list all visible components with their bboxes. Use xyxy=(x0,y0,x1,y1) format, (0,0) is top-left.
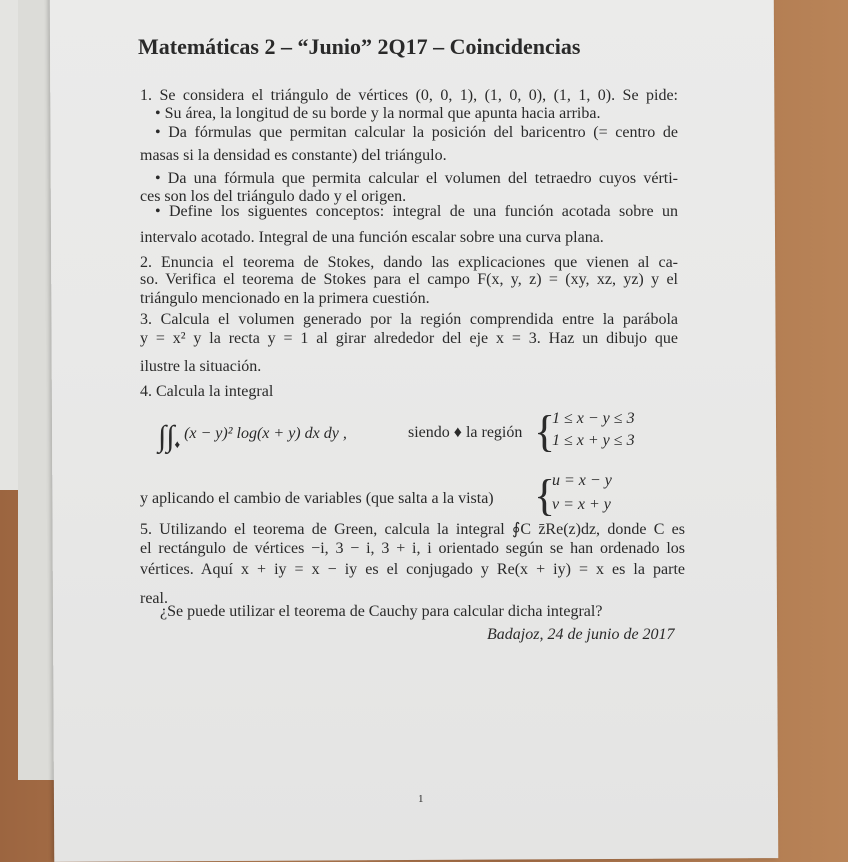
diamond-subscript: ♦ xyxy=(174,439,181,451)
question-3: 3. Calcula el volumen generado por la región comprendida entre la parábola xyxy=(140,311,678,328)
variable-u: u = x − y xyxy=(552,472,612,489)
exam-date: Badajoz, 24 de junio de 2017 xyxy=(487,626,675,643)
question-2: 2. Enuncia el teorema de Stokes, dando las explicaciones que vienen al ca- xyxy=(140,254,678,271)
q5-cauchy: ¿Se puede utilizar el teorema de Cauchy para calcular dicha integral? xyxy=(160,603,603,620)
page-number: 1 xyxy=(418,793,424,805)
q1-bullet-volumen: • Da una fórmula que permita calcular el volumen del tetraedro cuyos vérti- xyxy=(155,170,678,187)
q1-text: intervalo acotado. Integral de una función escalar sobre una curva plana. xyxy=(140,229,604,246)
question-1: 1. Se considera el triángulo de vértices (0, 0, 1), (1, 0, 0), (1, 1, 0). Se pide: xyxy=(140,87,678,104)
exam-title: Matemáticas 2 – “Junio” 2Q17 – Coincidencias xyxy=(138,34,581,59)
q3-text: ilustre la situación. xyxy=(140,358,262,375)
q3-text: y = x² y la recta y = 1 al girar alrededor del eje x = 3. Haz un dibujo que xyxy=(140,330,678,347)
q1-bullet-define: • Define los siguentes conceptos: integral de una función acotada sobre un xyxy=(155,203,678,220)
variable-v: v = x + y xyxy=(552,496,611,513)
q5-text: el rectángulo de vértices −i, 3 − i, 3 + i, i orientado según se han ordenado los xyxy=(140,540,685,557)
q5-text: vértices. Aquí x + iy = x − iy es el conjugado y Re(x + iy) = x es la parte xyxy=(140,561,685,578)
region-inequality-1: 1 ≤ x − y ≤ 3 xyxy=(552,410,635,427)
region-label: siendo ♦ la región xyxy=(408,424,523,441)
q2-text: so. Verifica el teorema de Stokes para el campo F(x, y, z) = (xy, xz, yz) y el xyxy=(140,271,678,288)
change-variables-text: y aplicando el cambio de variables (que salta a la vista) xyxy=(140,490,494,507)
region-inequality-2: 1 ≤ x + y ≤ 3 xyxy=(552,432,635,449)
question-4: 4. Calcula la integral xyxy=(140,383,274,400)
q1-text: ces son los del triángulo dado y el origen. xyxy=(140,188,407,205)
question-5: 5. Utilizando el teorema de Green, calcula la integral ∮C z̄Re(z)dz, donde C es xyxy=(140,521,685,538)
integrand: (x − y)² log(x + y) dx dy , xyxy=(184,425,347,442)
integral-sign: ∫∫ xyxy=(158,420,175,453)
double-integral xyxy=(158,420,347,454)
q1-text: masas si la densidad es constante) del triángulo. xyxy=(140,147,447,164)
q5-text: real. xyxy=(140,590,168,607)
brace: { xyxy=(534,407,556,456)
brace: { xyxy=(534,471,556,520)
q1-bullet-baricentro: • Da fórmulas que permitan calcular la posición del baricentro (= centro de xyxy=(155,124,678,141)
q2-text: triángulo mencionado en la primera cuestión. xyxy=(140,290,430,307)
q1-bullet-area: • Su área, la longitud de su borde y la normal que apunta hacia arriba. xyxy=(155,105,601,122)
